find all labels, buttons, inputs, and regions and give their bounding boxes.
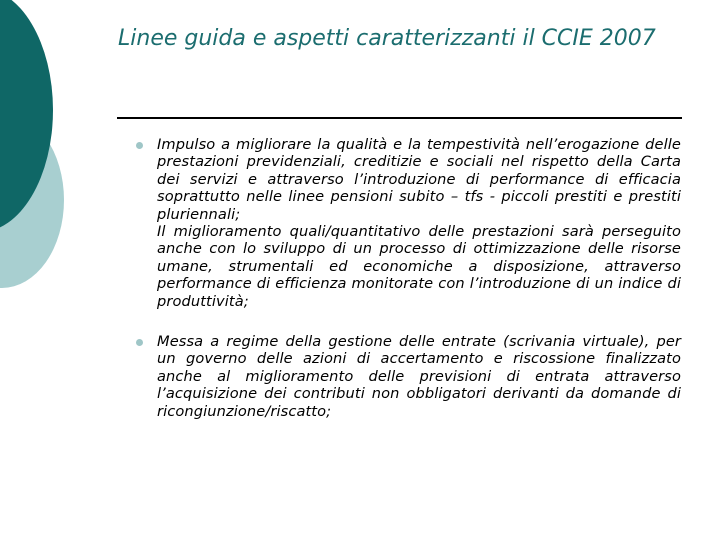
title-divider <box>117 117 682 119</box>
light-teal-circle <box>0 112 64 288</box>
bullet-icon <box>136 339 143 346</box>
bullet-1-paragraph-2: Il miglioramento quali/quantitativo delle prestazioni sarà perseguito anche con lo sviluppo di un processo di ottimizzazione delle risorse umane, strumentali ed economiche a disposizione, attraverso performance di efficienza monitorate con l’introduzione di un indice di produttività; <box>157 223 681 310</box>
bullet-icon <box>136 142 143 149</box>
dark-teal-circle <box>0 0 53 232</box>
bullet-item-1 <box>136 136 681 310</box>
bullet-2-paragraph-1: Messa a regime della gestione delle entrate (scrivania virtuale), per un governo delle azioni di accertamento e riscossione finalizzato anche al miglioramento delle previsioni di entrata attraverso l’acquisizione dei contributi non obbligatori derivanti da domande di ricongiunzione/riscatto; <box>157 333 681 420</box>
slide-title: Linee guida e aspetti caratterizzanti il CCIE 2007 <box>118 26 656 51</box>
bullet-list <box>136 136 681 443</box>
bullet-1-paragraph-1: Impulso a migliorare la qualità e la tempestività nell’erogazione delle prestazioni previdenziali, creditizie e sociali nel rispetto della Carta dei servizi e attraverso l’introduzione di performance di efficacia soprattutto nelle linee pensioni subito – tfs - piccoli prestiti e prestiti pluriennali; <box>157 136 681 223</box>
bullet-item-2 <box>136 333 681 420</box>
